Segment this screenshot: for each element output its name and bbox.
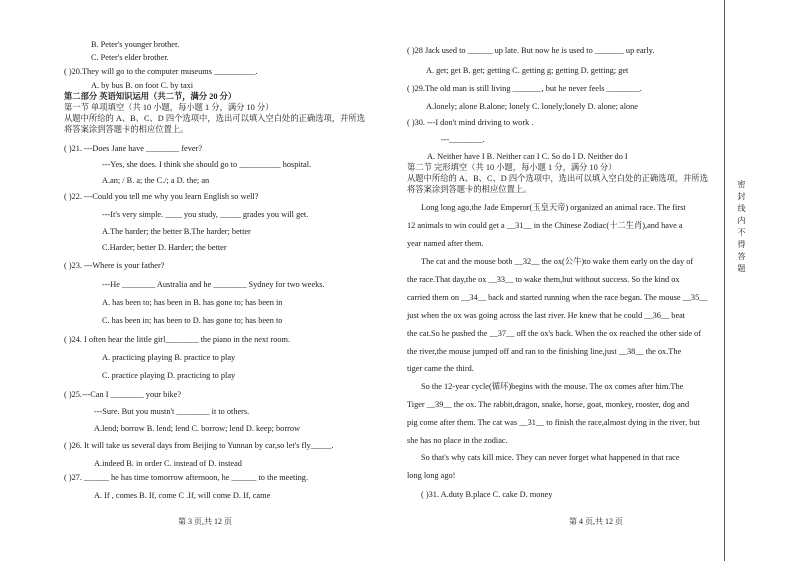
seal-warning-text: 密 封 线 内 不 得 答 题 — [737, 180, 746, 273]
binding-line — [724, 0, 725, 561]
left-line: C. Peter's elder brother. — [91, 53, 169, 62]
left-line: A. If , comes B. If, come C .If, will come D. If, came — [94, 491, 271, 500]
right-line: ( )28 Jack used to ______ up late. But now he is used to _______ up early. — [407, 46, 655, 55]
right-line: A. get; get B. get; getting C. getting g; getting D. getting; get — [426, 66, 629, 75]
left-line: ---Yes, she does. I think she should go to __________ hospital. — [102, 160, 312, 169]
right-line: the river,the mouse jumped off and ran to the finishing line,just __38__ the ox.The — [407, 347, 682, 356]
right-page-footer: 第 4 页,共 12 页 — [569, 517, 623, 526]
right-line: Long long ago,the Jade Emperor(玉皇天帝) organized an animal race. The first — [421, 203, 686, 212]
right-page — [401, 0, 724, 561]
left-line: ( )26. It will take us several days from Beijing to Yunnan by car,so let's fly_____. — [64, 441, 334, 450]
right-line: The cat and the mouse both __32__ the ox(公牛)to wake them early on the day of — [421, 257, 694, 266]
right-line: ( )29.The old man is still living _______, but he never feels ________. — [407, 84, 642, 93]
left-line: ( )27. ______ he has time tomorrow afternoon, he ______ to the meeting. — [64, 473, 309, 482]
left-line: A.The harder; the better B.The harder; better — [102, 227, 251, 236]
left-line: ( )25.---Can I ________ your bike? — [64, 390, 182, 399]
left-page — [0, 0, 395, 561]
left-page-footer: 第 3 页,共 12 页 — [178, 517, 232, 526]
right-line: just when the ox was going across the last river. He knew that he could __36__ beat — [407, 311, 686, 320]
right-line: 12 animals to win could get a __31__ in the Chinese Zodiac(十二生肖),and have a — [407, 221, 683, 230]
left-line: ( )20.They will go to the computer museums __________. — [64, 67, 258, 76]
right-line: year named after them. — [407, 239, 484, 248]
right-line: 从题中所给的 A、B、C、D 四个选项中，选出可以填入空白处的正确选项，并所选 — [407, 174, 708, 183]
left-line: ---He ________ Australia and he ________ Sydney for two weeks. — [102, 280, 325, 289]
right-line: Tiger __39__ the ox. The rabbit,dragon, snake, horse, goat, monkey, rooster, dog and — [407, 400, 690, 409]
left-line: A. practicing playing B. practice to play — [102, 353, 236, 362]
right-line: long long ago! — [407, 471, 456, 480]
left-line: C. practice playing D. practicing to play — [102, 371, 236, 380]
left-line: ( )23. ---Where is your father? — [64, 261, 165, 270]
left-line: 第一节 单项填空（共 10 小题，每小题 1 分，满分 10 分） — [64, 103, 274, 112]
right-line: carried them on __34__ back and started running when the race began. The mouse __35__ — [407, 293, 708, 302]
right-line: ( )31. A.duty B.place C. cake D. money — [421, 490, 553, 499]
right-line: So that's why cats kill mice. They can never forget what happened in that race — [421, 453, 680, 462]
left-line: ---Sure. But you mustn't ________ it to others. — [94, 407, 250, 416]
left-line: 从题中所给的 A、B、C、D 四个选项中，选出可以填入空白处的正确选项，并所选 — [64, 114, 365, 123]
right-line: tiger came the third. — [407, 364, 474, 373]
right-line: 将答案涂到答题卡的相应位置上。 — [407, 185, 532, 194]
left-line: A.lend; borrow B. lend; lend C. borrow; lend D. keep; borrow — [94, 424, 301, 433]
left-line: C. has been in; has been to D. has gone to; has been to — [102, 316, 283, 325]
left-line: 第二部分 英语知识运用（共二节，满分 20 分） — [64, 92, 237, 101]
right-line: ( )30. ---I don't mind driving to work . — [407, 118, 534, 127]
right-line: A. Neither have I B. Neither can I C. So do I D. Neither do I — [427, 152, 628, 161]
right-line: 第二节 完形填空（共 10 小题，每小题 1 分，满分 10 分） — [407, 163, 617, 172]
left-line: A. has been to; has been in B. has gone to; has been in — [102, 298, 283, 307]
right-line: the cat.So he pushed the __37__ off the ox's back. When the ox reached the other side of — [407, 329, 702, 338]
right-line: she has no place in the zodiac. — [407, 436, 508, 445]
left-line: A.indeed B. in order C. instead of D. instead — [94, 459, 242, 468]
left-line: ( )22. ---Could you tell me why you learn English so well? — [64, 192, 259, 201]
right-line: So the 12-year cycle(循环)begins with the mouse. The ox comes after him.The — [421, 382, 684, 391]
left-line: ( )21. ---Does Jane have ________ fever? — [64, 144, 202, 153]
right-line: A.lonely; alone B.alone; lonely C. lonely;lonely D. alone; alone — [426, 102, 638, 111]
left-line: A.an; / B. a; the C./; a D. the; an — [102, 176, 210, 185]
right-line: pig come after them. The cat was __31__ to finish the race,almost dying in the river, but — [407, 418, 700, 427]
left-line: ( )24. I often hear the little girl________ the piano in the next room. — [64, 335, 291, 344]
right-line: ---________. — [441, 135, 485, 144]
left-line: 将答案涂到答题卡的相应位置上。 — [64, 125, 189, 134]
left-line: B. Peter's younger brother. — [91, 40, 180, 49]
right-line: the race.That day,the ox __33__ to wake them,but without success. So the kind ox — [407, 275, 680, 284]
left-line: A. by bus B. on foot C. by taxi — [91, 81, 194, 90]
left-line: C.Harder; better D. Harder; the better — [102, 243, 227, 252]
left-line: ---It's very simple. ____ you study, _____ grades you will get. — [102, 210, 309, 219]
